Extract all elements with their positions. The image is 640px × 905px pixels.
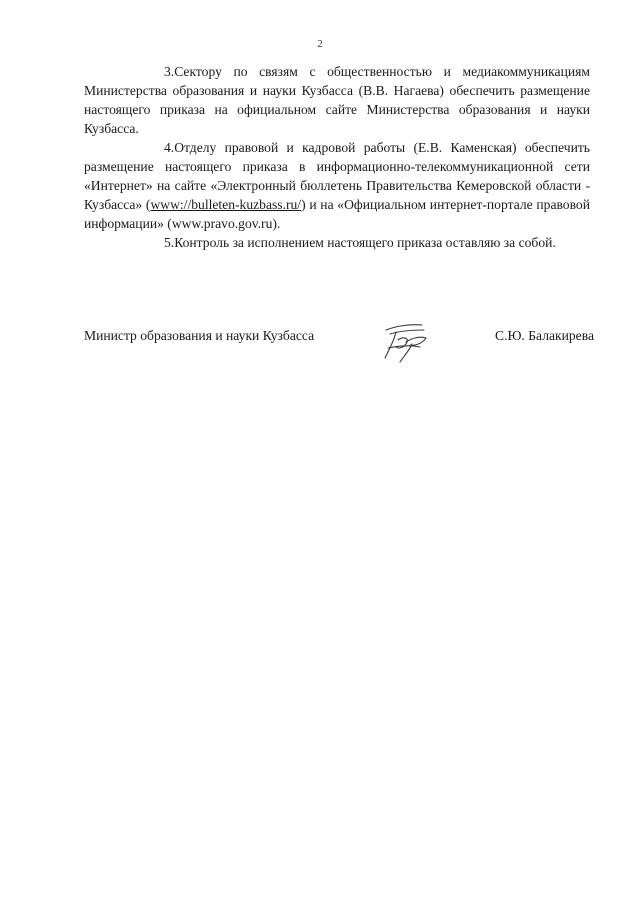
bulletin-link[interactable]: www://bulleten-kuzbass.ru/	[150, 197, 302, 212]
signer-name: С.Ю. Балакирева	[495, 328, 594, 343]
signature-block	[84, 318, 594, 368]
paragraph-5	[84, 233, 590, 252]
paragraph-number: 4.	[164, 140, 175, 155]
paragraph-text: Сектору по связям с общественностью и медиакоммуникациям Министерства образования и науки Кузбасса (В.В. Нагаева) обеспечить размещение настоящего приказа на официальном сайте Министерства образования и науки Кузбасса.	[84, 64, 590, 136]
paragraph-text: Контроль за исполнением настоящего приказа оставляю за собой.	[174, 235, 556, 250]
paragraph-text-continued: ) и на «Официальном интернет-портале правовой информации» (www.pravo.gov.ru).	[84, 197, 590, 231]
paragraph-text: Отделу правовой и кадровой работы (Е.В. Каменская) обеспечить размещение настоящего приказа в информационно-телекоммуникационной сети «Интернет» на сайте «Электронный бюллетень Правительства Кемеровской области - Кузбасса» (	[84, 140, 590, 212]
paragraph-number: 5.	[164, 235, 175, 250]
handwritten-signature-icon	[376, 318, 434, 366]
page-number: 2	[317, 38, 323, 50]
paragraph-number: 3.	[164, 64, 175, 79]
paragraph-3	[84, 62, 590, 138]
signer-title: Министр образования и науки Кузбасса	[84, 328, 315, 343]
paragraph-4	[84, 138, 590, 233]
order-body	[84, 62, 590, 252]
